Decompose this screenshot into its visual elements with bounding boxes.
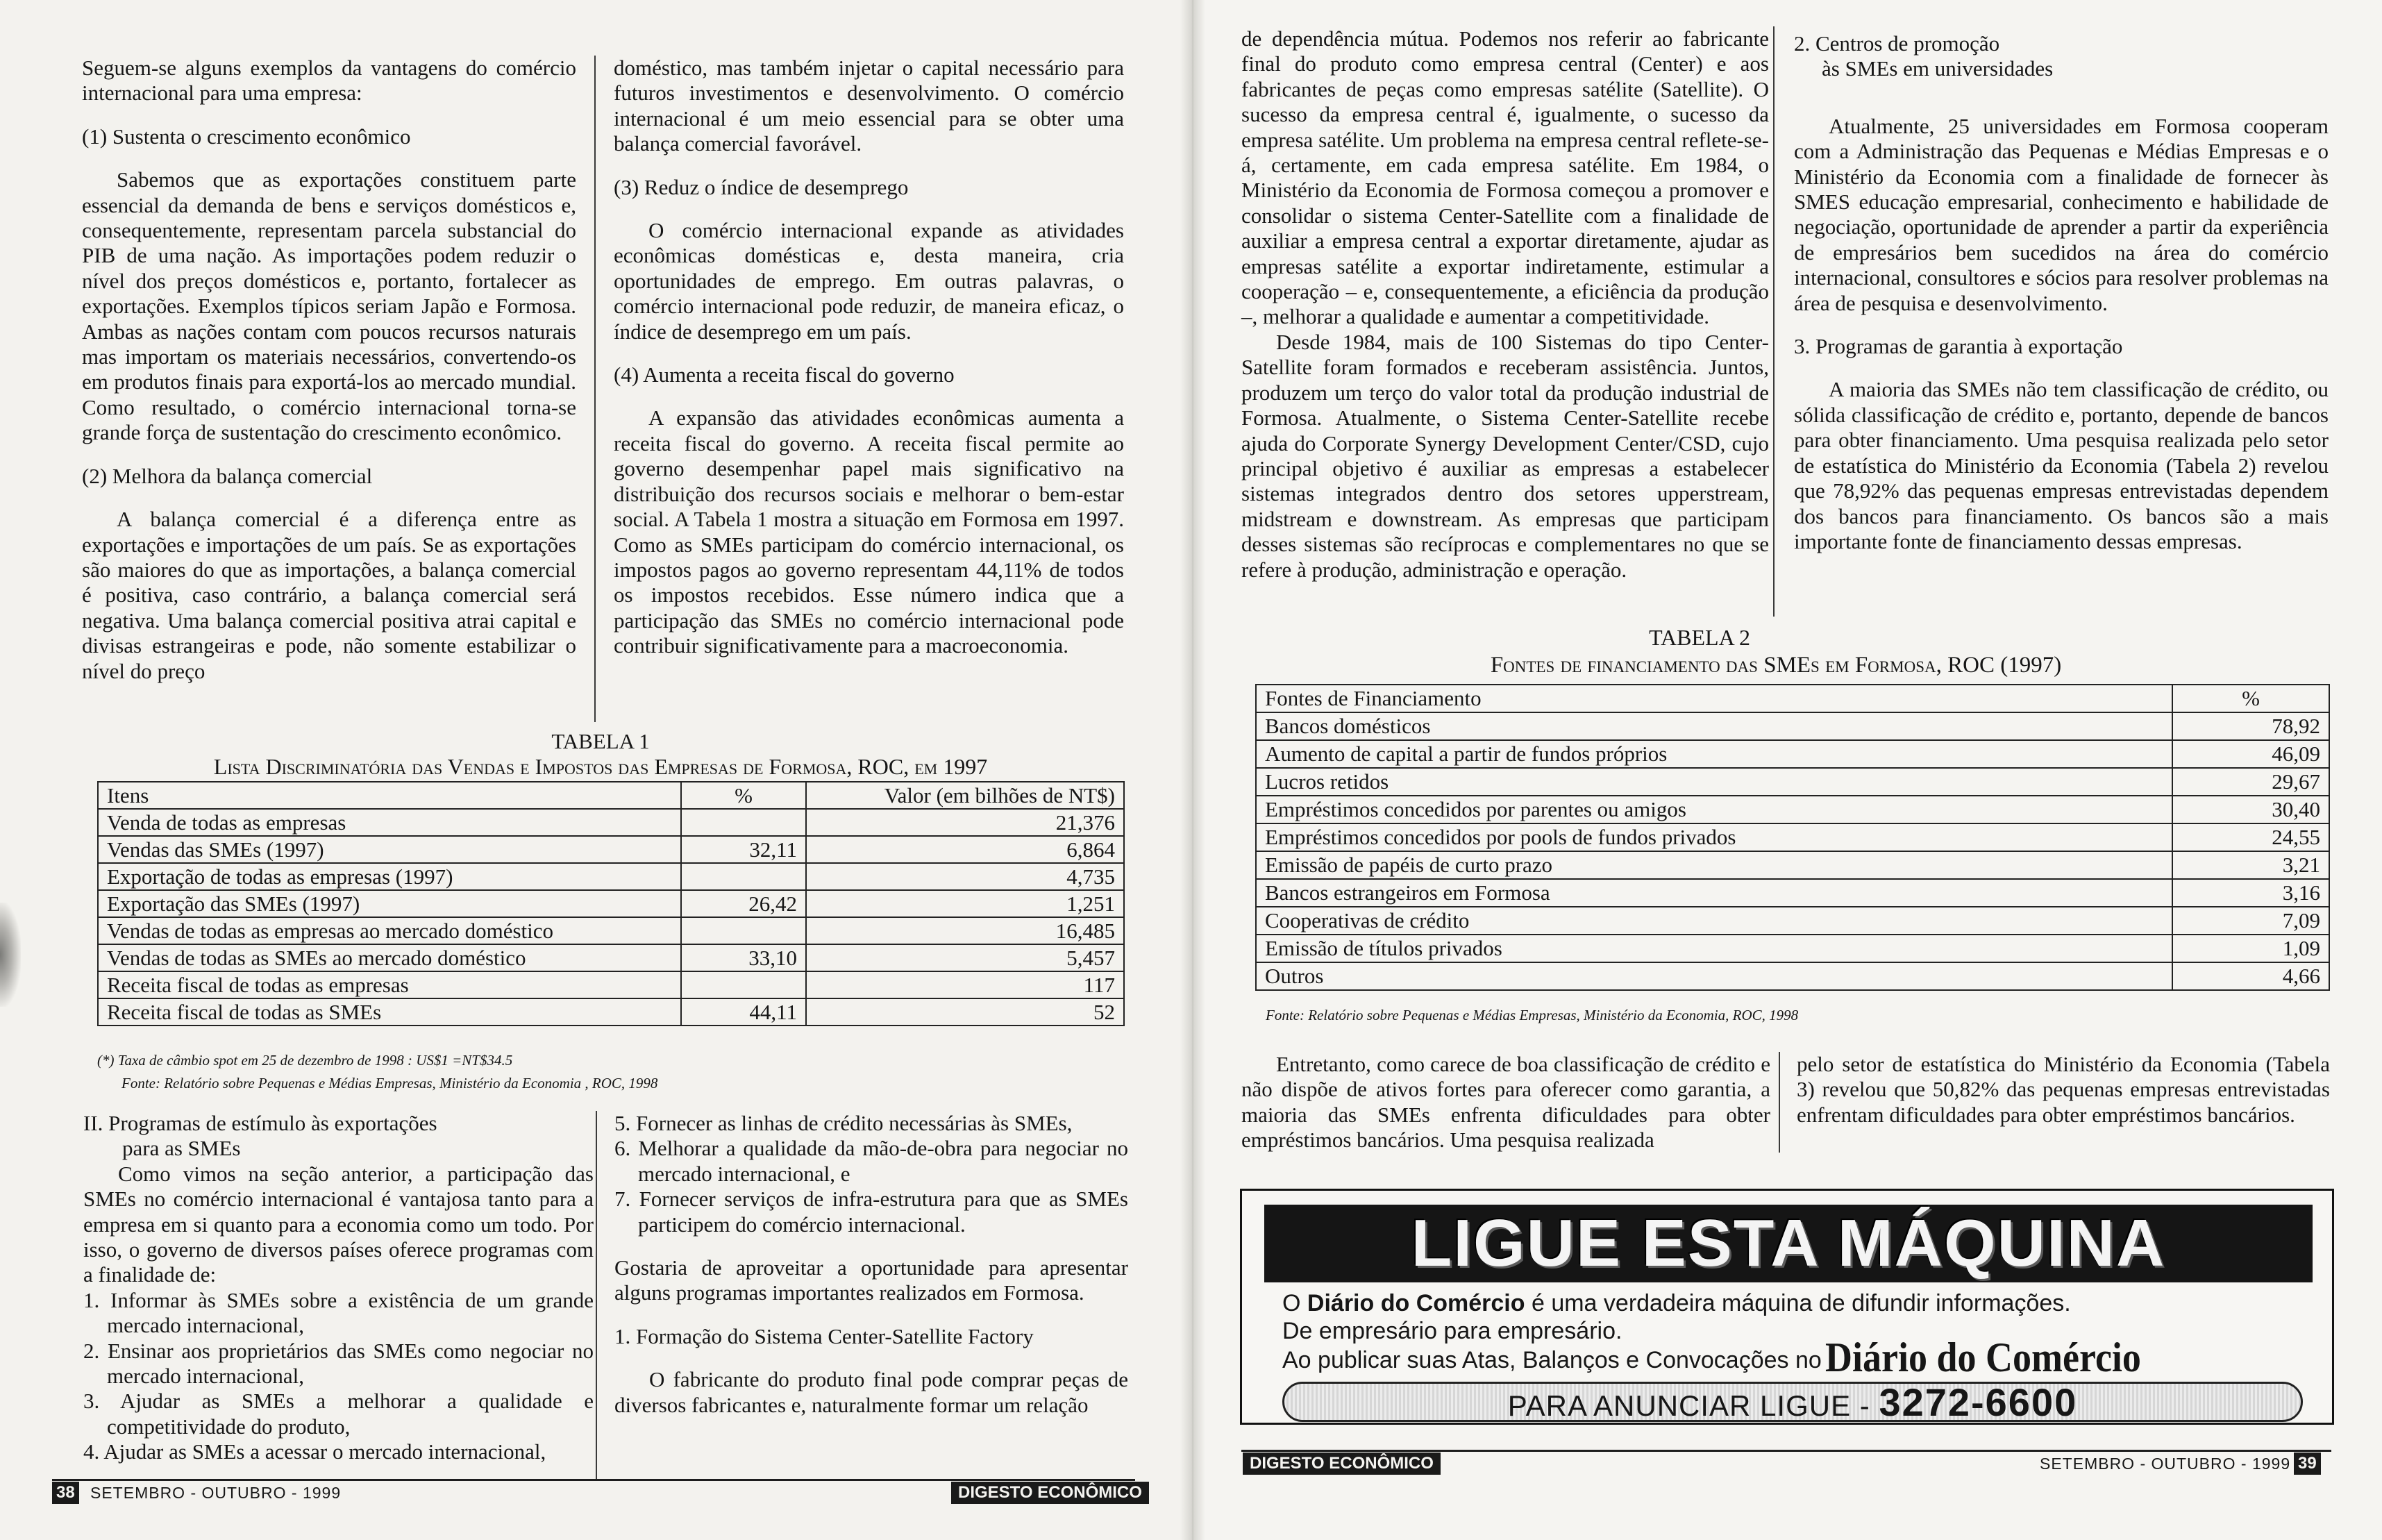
- list-item: 3. Ajudar as SMEs a melhorar a qualidade e competitividade do produto,: [83, 1389, 594, 1439]
- right-page: [1193, 0, 2382, 1540]
- paragraph-center-satellite: O fabricante do produto final pode comprar peças de diversos fabricantes e, naturalmente formar um relação: [614, 1367, 1128, 1417]
- table-cell: Empréstimos concedidos por parentes ou amigos: [1256, 796, 2172, 823]
- left-column-4: [614, 1111, 1128, 1418]
- table-cell: 24,55: [2172, 823, 2329, 851]
- paragraph-2: A balança comercial é a diferença entre as exportações e importações de um país. Se as exportações são maiores do que as importações, a balança comercial é positiva, caso contrário, a balança comercial será negativa. Uma balança comercial positiva atrai capital e divisas estrangeiras e pode, não somente estabilizar o nível do preço: [82, 507, 576, 683]
- table-cell: Vendas de todas as empresas ao mercado doméstico: [98, 917, 681, 944]
- issue-date: SETEMBRO - OUTUBRO - 1999: [2040, 1455, 2291, 1473]
- right-column-3: [1241, 1052, 1770, 1153]
- paragraph-credit: Entretanto, como carece de boa classificação de crédito e não dispõe de ativos fortes para oferecer como garantia, a maioria das SMEs enfrenta dificuldades para obter empréstimos bancários. Uma pesquisa realizada: [1241, 1052, 1770, 1153]
- table-header-cell: %: [681, 782, 806, 809]
- table-1-title: TABELA 1: [551, 729, 650, 753]
- table-row: [1256, 907, 2329, 935]
- table-cell: 5,457: [806, 944, 1124, 971]
- list-item: 2. Ensinar aos proprietários das SMEs como negociar no mercado internacional,: [83, 1338, 594, 1389]
- table-cell: 33,10: [681, 944, 806, 971]
- page-number: 38: [52, 1482, 79, 1504]
- list-item: 6. Melhorar a qualidade da mão-de-obra para negociar no mercado internacional, e: [614, 1136, 1128, 1186]
- list-item: 4. Ajudar as SMEs a acessar o mercado internacional,: [83, 1439, 546, 1464]
- table-1-subtitle: Lista Discriminatória das Vendas e Impostos das Empresas de Formosa, ROC, em 1997: [213, 754, 988, 779]
- table-cell: Emissão de papéis de curto prazo: [1256, 851, 2172, 879]
- paragraph-continued: de dependência mútua. Podemos nos referir ao fabricante final do produto como empresa central (Center) e aos fabricantes de peças como empresas satélite (Satellite). O sucesso da empresa central é, igualmente, o sucesso da empresa satélite. Um problema na empresa central reflete-se-á, certamente, em cada empresa satélite. Em 1984, o Ministério da Economia de Formosa começou a promover e consolidar o sistema Center-Satellite com a finalidade de auxiliar a empresa central a exportar diretamente, ajudar as empresas satélite a exportar indiretamente, estimular a cooperação – e, consequentemente, a eficiência da produção –, melhorar a qualidade e aumentar a competitividade.: [1241, 26, 1769, 329]
- table-cell: Lucros retidos: [1256, 768, 2172, 796]
- ad-brand: Diário do Comércio: [1307, 1290, 1525, 1316]
- section-heading-3: (3) Reduz o índice de desemprego: [614, 174, 909, 199]
- program-list: [83, 1288, 594, 1465]
- ad-line-1: [1282, 1289, 2071, 1317]
- table-cell: Empréstimos concedidos por pools de fundos privados: [1256, 823, 2172, 851]
- ad-headline: LIGUE ESTA MÁQUINA: [1264, 1205, 2313, 1282]
- table-cell: [681, 809, 806, 836]
- ad-phone-label: PARA ANUNCIAR LIGUE -: [1507, 1389, 1879, 1422]
- paragraph-3: O comércio internacional expande as atividades econômicas domésticas e, desta maneira, cria oportunidades de emprego. Em outras palavras, o comércio internacional pode reduzir, de maneira eficaz, o índice de desemprego em um país.: [614, 218, 1124, 344]
- table-1-source: Fonte: Relatório sobre Pequenas e Médias Empresas, Ministério da Economia , ROC, 1998: [121, 1075, 658, 1091]
- table-cell: 29,67: [2172, 768, 2329, 796]
- left-column-3: [83, 1111, 594, 1465]
- right-column-1: [1241, 26, 1769, 583]
- ad-line-3: Ao publicar suas Atas, Balanços e Convocações no: [1282, 1347, 1822, 1373]
- ad-line-2: De empresário para empresário.: [1282, 1318, 1622, 1344]
- table-row: [1256, 851, 2329, 879]
- table-cell: Venda de todas as empresas: [98, 809, 681, 836]
- table-cell: 6,864: [806, 836, 1124, 863]
- ad-text: O: [1282, 1290, 1307, 1316]
- table-row: [98, 863, 1124, 890]
- table-cell: 16,485: [806, 917, 1124, 944]
- section-heading-4: (4) Aumenta a receita fiscal do governo: [614, 362, 955, 387]
- table-cell: 1,09: [2172, 935, 2329, 962]
- paragraph-4: A expansão das atividades econômicas aumenta a receita fiscal do governo. A receita fiscal permite ao governo desempenhar papel mais significativo na distribuição dos recursos sociais e melhorar o bem-estar social. A Tabela 1 mostra a situação em Formosa em 1997. Como as SMEs participam do comércio internacional, os impostos pagos ao governo representam 44,11% de todos os impostos recebidos. Esse número indica que a participação das SMEs no comércio internacional pode contribuir significativamente para a macroeconomia.: [614, 405, 1124, 658]
- table-cell: 3,16: [2172, 879, 2329, 907]
- scan-shadow: [0, 903, 21, 1007]
- paragraph-1: Sabemos que as exportações constituem parte essencial da demanda de bens e serviços domésticos e, consequentemente, representam parcela substancial do PIB de uma nação. As importações podem reduzir o nível dos preços domésticos e, portanto, fortalecer as exportações. Exemplos típicos seriam Japão e Formosa. Ambas as nações contam com poucos recursos naturais mas importam os materiais necessários, convertendo-os em produtos finais para exportá-los ao mercado mundial. Como resultado, o comércio internacional torna-se grande força de sustentação do crescimento econômico.: [82, 167, 576, 445]
- table-2-title: TABELA 2: [1649, 625, 1750, 650]
- spine-gutter: [1180, 0, 1205, 1540]
- list-item: 7. Fornecer serviços de infra-estrutura para que as SMEs participem do comércio internacional.: [614, 1187, 1128, 1237]
- left-column-2: [614, 56, 1124, 659]
- paragraph-universities: Atualmente, 25 universidades em Formosa cooperam com a Administração das Pequenas e Médias Empresas e o Ministério da Economia com a finalidade de fornecer às SMES educação empresarial, conhecimento e habilidade de negociação, oportunidade de aprender a partir da experiência de empresários bem sucedidos na área do comércio internacional, consultores e sócios para resolver problemas na área de pesquisa e desenvolvimento.: [1794, 113, 2329, 315]
- magazine-name: DIGESTO ECONÔMICO: [951, 1482, 1149, 1504]
- table-cell: 78,92: [2172, 712, 2329, 740]
- table-cell: 44,11: [681, 998, 806, 1026]
- table-cell: 117: [806, 971, 1124, 998]
- table-cell: Cooperativas de crédito: [1256, 907, 2172, 935]
- table-row: [1256, 879, 2329, 907]
- list-item: 5. Fornecer as linhas de crédito necessárias às SMEs,: [614, 1111, 1073, 1135]
- issue-date: SETEMBRO - OUTUBRO - 1999: [90, 1484, 342, 1502]
- table-2-source: Fonte: Relatório sobre Pequenas e Médias Empresas, Ministério da Economia, ROC, 1998: [1266, 1007, 1799, 1023]
- table-cell: Outros: [1256, 962, 2172, 990]
- paragraph-credit-continued: pelo setor de estatística do Ministério da Economia (Tabela 3) revelou que 50,82% das pequenas empresas entrevistadas enfrentam dificuldades para obter empréstimos bancários.: [1797, 1052, 2330, 1127]
- table-header-cell: Itens: [98, 782, 681, 809]
- table-cell: [681, 917, 806, 944]
- column-divider: [594, 56, 596, 722]
- table-row: [1256, 796, 2329, 823]
- subsection-heading-2-line2: às SMEs em universidades: [1822, 56, 2054, 81]
- ad-text: é uma verdadeira máquina de difundir informações.: [1525, 1290, 2071, 1316]
- table-header-row: [1256, 685, 2329, 712]
- table-row: [1256, 768, 2329, 796]
- table-row: [98, 809, 1124, 836]
- column-divider: [1779, 1052, 1780, 1153]
- table-cell: [681, 863, 806, 890]
- table-cell: Exportação de todas as empresas (1997): [98, 863, 681, 890]
- table-header-row: [98, 782, 1124, 809]
- list-item: 1. Informar às SMEs sobre a existência de um grande mercado internacional,: [83, 1287, 594, 1338]
- table-cell: 4,735: [806, 863, 1124, 890]
- table-header-cell: %: [2172, 685, 2329, 712]
- table-2-subtitle: Fontes de financiamento das SMEs em Formosa, ROC (1997): [1490, 653, 2062, 678]
- paragraph-guarantee: A maioria das SMEs não tem classificação de crédito, ou sólida classificação de crédito e, portanto, depende de bancos para obter financiamento. Uma pesquisa realizada pelo setor de estatística do Ministério da Economia (Tabela 2) revelou que 78,92% das pequenas empresas entrevistadas dependem dos bancos para financiamento. Os bancos são a mais importante fonte de financiamento dessas empresas.: [1794, 377, 2329, 553]
- ad-phone-number: 3272-6600: [1879, 1380, 2078, 1424]
- table-1-footnote: (*) Taxa de câmbio spot em 25 de dezembro de 1998 : US$1 =NT$34.5: [97, 1052, 513, 1069]
- bold-lead: Gostaria de aproveitar a oportunidade para apresentar alguns programas importantes realizados em Formosa.: [614, 1255, 1128, 1305]
- table-cell: Vendas de todas as SMEs ao mercado doméstico: [98, 944, 681, 971]
- table-cell: Bancos domésticos: [1256, 712, 2172, 740]
- ad-newspaper-logo: Diário do Comércio: [1825, 1334, 2141, 1380]
- table-row: [98, 836, 1124, 863]
- table-cell: Receita fiscal de todas as empresas: [98, 971, 681, 998]
- page-number: 39: [2294, 1453, 2321, 1475]
- table-cell: 3,21: [2172, 851, 2329, 879]
- intro-paragraph: Seguem-se alguns exemplos da vantagens do comércio internacional para uma empresa:: [82, 56, 576, 106]
- table-cell: 46,09: [2172, 740, 2329, 768]
- left-column-1: [82, 56, 576, 684]
- table-cell: Receita fiscal de todas as SMEs: [98, 998, 681, 1026]
- right-column-2: [1794, 31, 2329, 554]
- table-cell: Emissão de títulos privados: [1256, 935, 2172, 962]
- table-cell: [681, 971, 806, 998]
- table-row: [1256, 962, 2329, 990]
- right-column-4: [1797, 1052, 2330, 1128]
- paragraph-section-II: Como vimos na seção anterior, a participação das SMEs no comércio internacional é vantajosa tanto para a empresa em si quanto para a economia como um todo. Por isso, o governo de diversos países oferece programas com a finalidade de:: [83, 1161, 594, 1287]
- section-heading-1: (1) Sustenta o crescimento econômico: [82, 124, 411, 149]
- table-row: [1256, 935, 2329, 962]
- table-cell: 21,376: [806, 809, 1124, 836]
- footer-rule: [52, 1479, 1135, 1481]
- program-list-continued: [614, 1111, 1128, 1237]
- subsection-heading-2: 2. Centros de promoção: [1794, 31, 2000, 56]
- table-cell: 32,11: [681, 836, 806, 863]
- table-cell: Bancos estrangeiros em Formosa: [1256, 879, 2172, 907]
- table-row: [98, 971, 1124, 998]
- table-header-cell: Fontes de Financiamento: [1256, 685, 2172, 712]
- section-heading-II: II. Programas de estímulo às exportações: [83, 1111, 437, 1135]
- table-cell: 26,42: [681, 890, 806, 917]
- ad-phone-bar: [1282, 1382, 2303, 1422]
- table-row: [98, 998, 1124, 1026]
- section-heading-2: (2) Melhora da balança comercial: [82, 463, 373, 488]
- table-row: [98, 890, 1124, 917]
- column-divider: [1773, 26, 1775, 617]
- paragraph-center-satellite-2: Desde 1984, mais de 100 Sistemas do tipo Center-Satellite foram formados e receberam assistência. Juntos, produzem um terço do valor total da produção industrial de Formosa. Atualmente, o Sistema Center-Satellite recebe ajuda do Corporate Synergy Development Center/CSD, cujo principal objetivo é auxiliar as empresas a estabelecer sistemas integrados dentro dos setores upperstream, midstream e downstream. As empresas que participam desses sistemas são recíprocas e complementares no que se refere à produção, administração e operação.: [1241, 329, 1769, 582]
- table-row: [98, 917, 1124, 944]
- table-row: [1256, 823, 2329, 851]
- table-cell: Exportação das SMEs (1997): [98, 890, 681, 917]
- section-heading-II-line2: para as SMEs: [122, 1136, 241, 1161]
- advertisement: [1240, 1189, 2334, 1425]
- table-cell: 52: [806, 998, 1124, 1026]
- subsection-heading-1: 1. Formação do Sistema Center-Satellite Factory: [614, 1323, 1034, 1348]
- magazine-name: DIGESTO ECONÔMICO: [1243, 1453, 1441, 1475]
- table-cell: Vendas das SMEs (1997): [98, 836, 681, 863]
- table-cell: 1,251: [806, 890, 1124, 917]
- paragraph-continued: doméstico, mas também injetar o capital necessário para futuros investimentos e desenvolvimento. O comércio internacional é um meio essencial para se obter uma balança comercial favorável.: [614, 56, 1124, 156]
- column-divider: [596, 1111, 597, 1479]
- footer-rule: [1241, 1450, 2331, 1452]
- table-cell: 4,66: [2172, 962, 2329, 990]
- table-header-cell: Valor (em bilhões de NT$): [806, 782, 1124, 809]
- table-row: [98, 944, 1124, 971]
- table-row: [1256, 712, 2329, 740]
- table-cell: Aumento de capital a partir de fundos próprios: [1256, 740, 2172, 768]
- table-cell: 7,09: [2172, 907, 2329, 935]
- table-1: [97, 781, 1125, 1026]
- table-row: [1256, 740, 2329, 768]
- table-cell: 30,40: [2172, 796, 2329, 823]
- table-2: [1255, 684, 2330, 991]
- subsection-heading-3: 3. Programas de garantia à exportação: [1794, 334, 2123, 359]
